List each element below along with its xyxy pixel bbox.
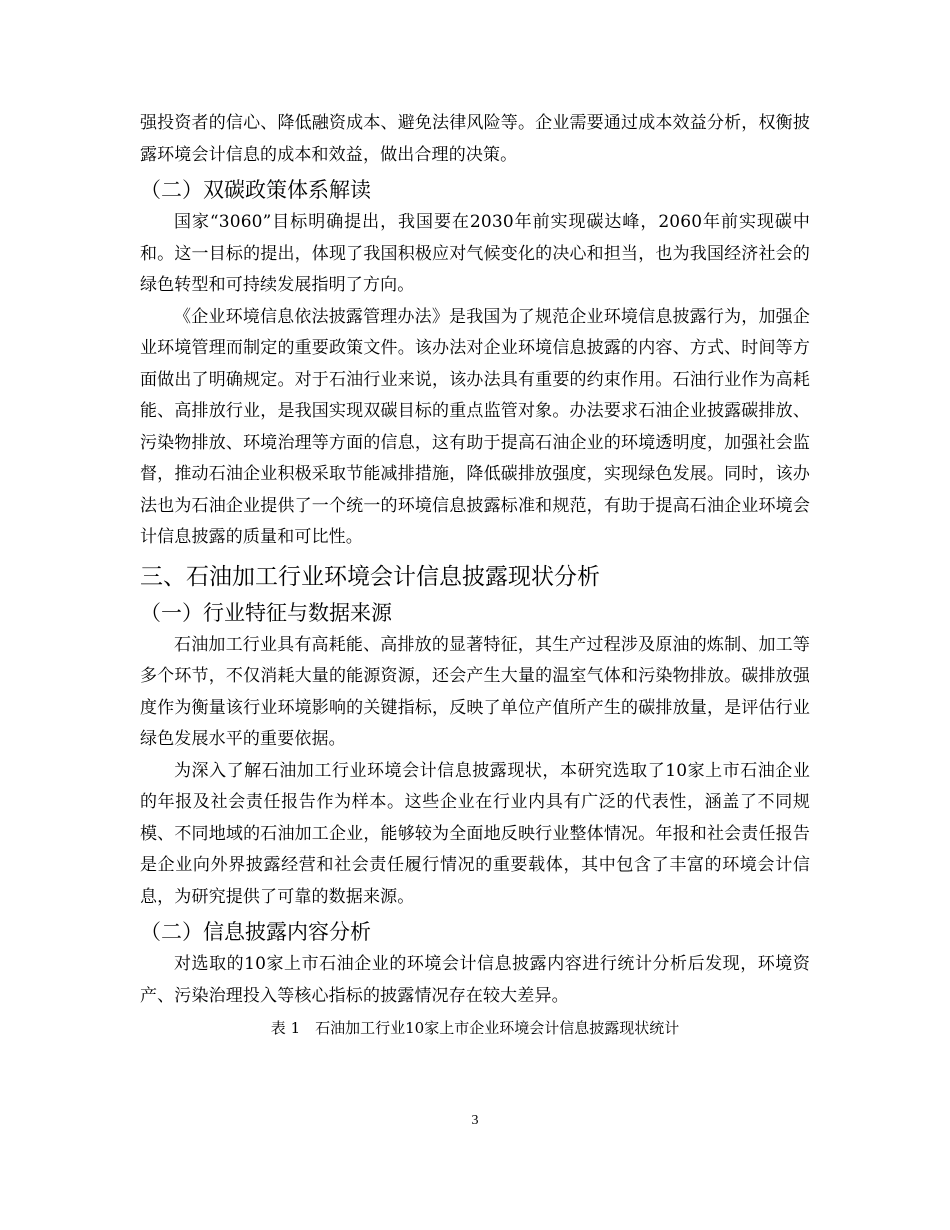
section-heading-disclosure-content: （二）信息披露内容分析 (140, 920, 371, 944)
page-number: 3 (471, 1113, 479, 1128)
table-caption: 表 1 石油加工行业10家上市企业环境会计信息披露现状统计 (270, 1019, 680, 1037)
section-heading-dual-carbon-policy: （二）双碳政策体系解读 (140, 178, 371, 202)
paragraph-continued: 强投资者的信心、降低融资成本、避免法律风险等。企业需要通过成本效益分析，权衡披露环境会计信息的成本和效益，做出合理的决策。 (140, 113, 810, 165)
page-content (140, 108, 810, 1042)
paragraph-3060-goal: 国家“3060”目标明确提出，我国要在2030年前实现碳达峰，2060年前实现碳中和。这一目标的提出，体现了我国积极应对气候变化的决心和担当，也为我国经济社会的绿色转型和可持续发展指明了方向。 (140, 212, 810, 295)
paragraph-disclosure-measures: 《企业环境信息依法披露管理办法》是我国为了规范企业环境信息披露行为，加强企业环境管理而制定的重要政策文件。该办法对企业环境信息披露的内容、方式、时间等方面做出了明确规定。对于石油行业来说，该办法具有重要的约束作用。石油行业作为高耗能、高排放行业，是我国实现双碳目标的重点监管对象。办法要求石油企业披露碳排放、污染物排放、环境治理等方面的信息，这有助于提高石油企业的环境透明度，加强社会监督，推动石油企业积极采取节能减排措施，降低碳排放强度，实现绿色发展。同时，该办法也为石油企业提供了一个统一的环境信息披露标准和规范，有助于提高石油企业环境会计信息披露的质量和可比性。 (140, 306, 810, 547)
paragraph-industry-features: 石油加工行业具有高耗能、高排放的显著特征，其生产过程涉及原油的炼制、加工等多个环节，不仅消耗大量的能源资源，还会产生大量的温室气体和污染物排放。碳排放强度作为衡量该行业环境影响的关键指标，反映了单位产值所产生的碳排放量，是评估行业绿色发展水平的重要依据。 (140, 634, 810, 749)
section-heading-industry-features: （一）行业特征与数据来源 (140, 600, 392, 625)
paragraph-data-source: 为深入了解石油加工行业环境会计信息披露现状，本研究选取了10家上市石油企业的年报及社会责任报告作为样本。这些企业在行业内具有广泛的代表性，涵盖了不同规模、不同地域的石油加工企业，能够较为全面地反映行业整体情况。年报和社会责任报告是企业向外界披露经营和社会责任履行情况的重要载体，其中包含了丰富的环境会计信息，为研究提供了可靠的数据来源。 (140, 760, 810, 907)
chapter-heading-status-analysis: 三、石油加工行业环境会计信息披露现状分析 (140, 563, 600, 590)
paragraph-disclosure-content: 对选取的10家上市石油企业的环境会计信息披露内容进行统计分析后发现，环境资产、污染治理投入等核心指标的披露情况存在较大差异。 (140, 954, 810, 1006)
